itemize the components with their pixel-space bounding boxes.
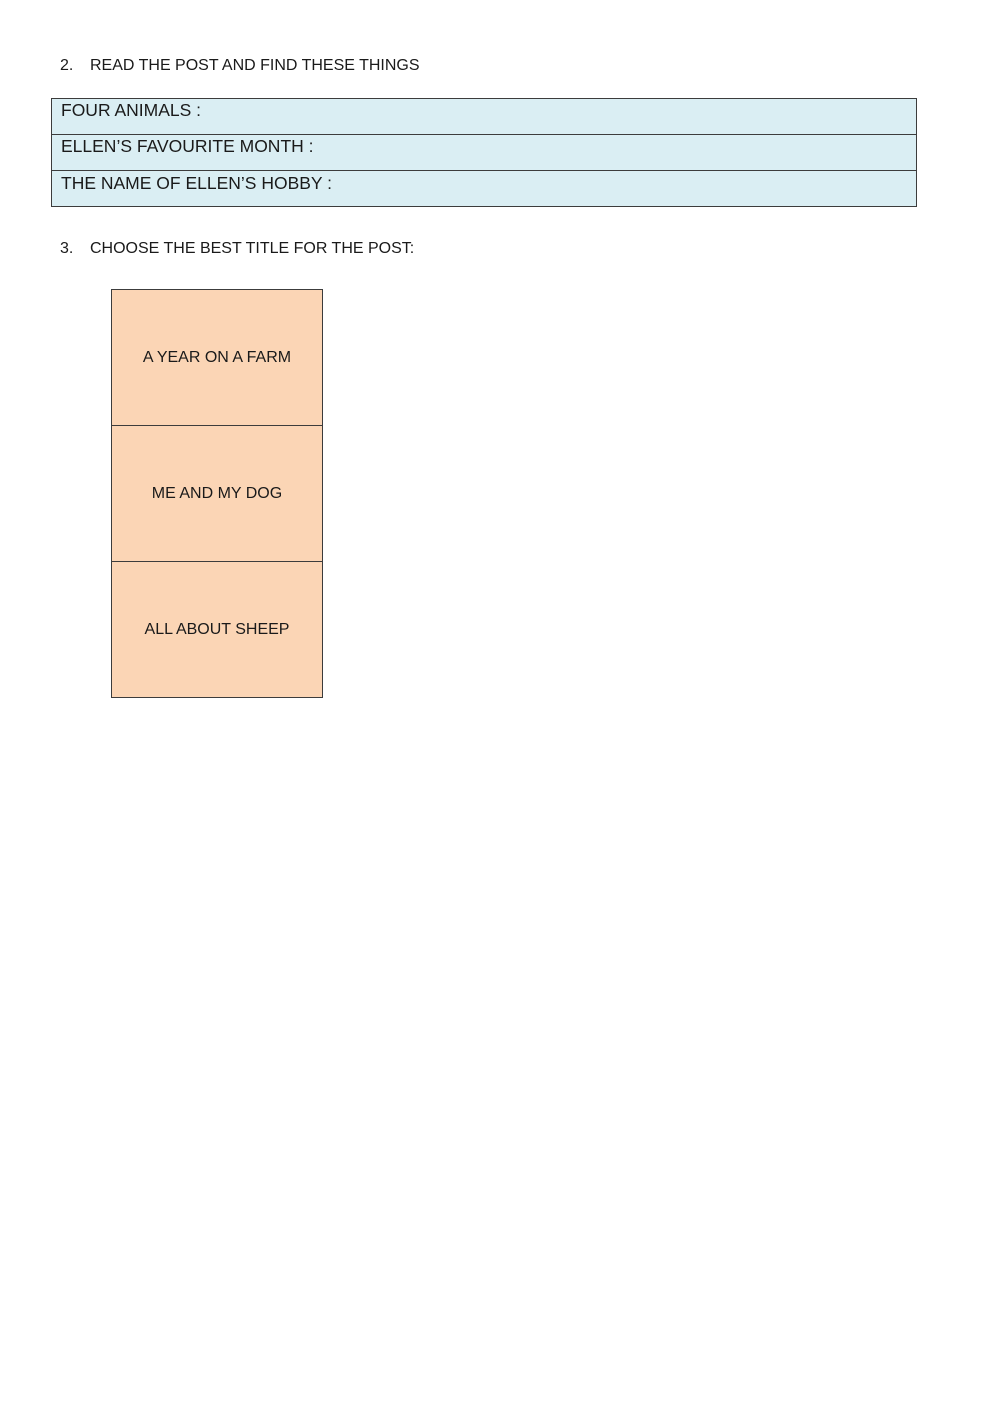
table-row (52, 171, 917, 207)
question-3-number: 3. (60, 240, 74, 257)
title-option-label: ME AND MY DOG (151, 484, 283, 502)
question-2-heading (60, 56, 420, 76)
title-option-all-about-sheep[interactable] (112, 562, 322, 697)
question-2-text: READ THE POST AND FIND THESE THINGS (90, 57, 420, 74)
question-2-number: 2. (60, 57, 74, 74)
favourite-month-cell[interactable] (52, 135, 917, 171)
find-things-table (51, 98, 917, 207)
title-option-label: A YEAR ON A FARM (142, 348, 292, 366)
title-option-year-on-a-farm[interactable] (112, 290, 322, 426)
question-3-text: CHOOSE THE BEST TITLE FOR THE POST: (90, 240, 415, 257)
four-animals-cell[interactable] (52, 99, 917, 135)
four-animals-label: FOUR ANIMALS : (61, 100, 202, 120)
title-options (111, 289, 323, 698)
hobby-name-label: THE NAME OF ELLEN’S HOBBY : (61, 173, 332, 193)
title-option-me-and-my-dog[interactable] (112, 426, 322, 562)
question-3-heading (60, 239, 414, 259)
favourite-month-label: ELLEN’S FAVOURITE MONTH : (61, 136, 314, 156)
hobby-name-cell[interactable] (52, 171, 917, 207)
table-row (52, 135, 917, 171)
title-option-label: ALL ABOUT SHEEP (144, 620, 290, 638)
table-row (52, 99, 917, 135)
